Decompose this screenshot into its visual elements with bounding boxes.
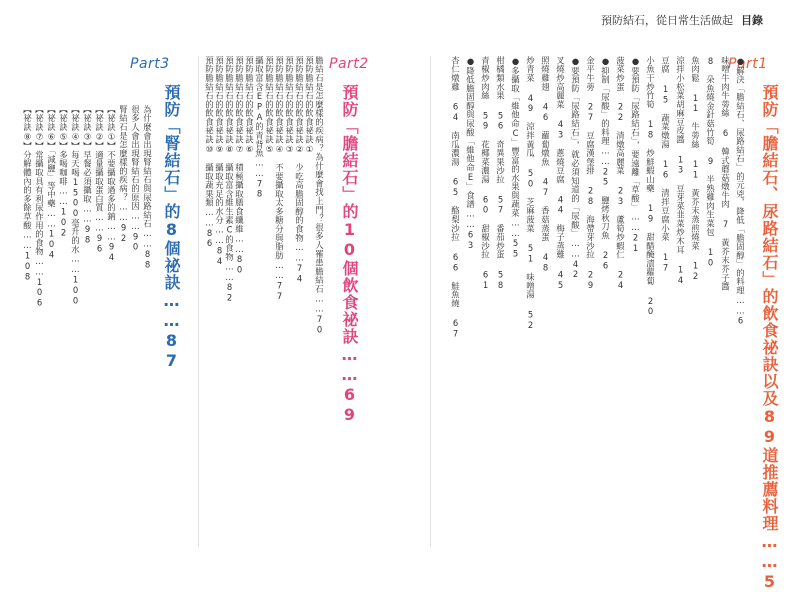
toc-entry[interactable]: ●降低膽固醇與尿酸「維他命E」食譜……63 xyxy=(465,56,476,251)
toc-entry[interactable]: ●解決「膽結石、尿路結石」的元兇，降低「膽固醇」的料理……6 xyxy=(735,56,746,327)
toc-entry[interactable]: 8 朵魚燒金針菇竹筍 9 半熟雞肉生菜包 10 xyxy=(705,56,716,268)
toc-entry[interactable]: 【祕訣②】適量攝取蛋白質……96 xyxy=(94,105,105,254)
toc-entry[interactable]: 很多人會出現腎結石的原因……90 xyxy=(130,105,141,253)
toc-entry[interactable]: 膽結石是怎麼樣的疾病？為什麼會找上門？很多人罹患膽結石……70 xyxy=(314,56,325,335)
book-title: 預防結石，從日常生活做起 xyxy=(601,14,733,27)
toc-entry[interactable]: ●多攝取「維他命C」豐富的水果與蔬菜……55 xyxy=(510,56,521,260)
toc-entry[interactable]: 【祕訣⑥】「減鹽」等中藥……104 xyxy=(46,105,57,260)
toc-entry[interactable]: 【祕訣⑧】分解體內的多餘草酸……108 xyxy=(22,105,33,282)
toc-entry[interactable]: 小魚干炒竹筍 18 炒鮮蝦山藥 19 甜醋醃漬蘿蔔 20 xyxy=(645,56,656,317)
toc-entry[interactable]: 預防膽結石的飲食祕訣④ 不要攝取太多糖分與脂肪……77 xyxy=(274,56,285,302)
toc-entry[interactable]: 預防膽結石的飲食祕訣① xyxy=(304,56,315,155)
divider-part1 xyxy=(430,56,431,547)
toc-entry[interactable]: ●要預防「尿路結石」，要遠離「草酸」……21 xyxy=(630,56,641,254)
toc-entry[interactable]: 柑橘類水果 56 奇異果沙拉 57 番茄炒蛋 58 xyxy=(495,56,506,291)
toc-entry[interactable]: 金平牛蒡 27 豆腐漢堡排 28 海帶芽沙拉 29 xyxy=(585,56,596,291)
toc-entry[interactable]: 魚肉鬆 11 牛蒡絲 11 黃芥末蒸煎燒菜 12 xyxy=(690,56,701,282)
toc-entry[interactable]: 預防膽結石的飲食祕訣⑤ xyxy=(264,56,275,155)
part2-title: 預防「膽結石」的10個飲食祕訣……69 xyxy=(340,84,359,425)
toc-entry[interactable]: 【祕訣⑦】常攝取具有利尿作用的食物……106 xyxy=(34,105,45,309)
toc-entry[interactable]: 【祕訣③】早餐必須攝取……98 xyxy=(82,105,93,245)
divider-part2 xyxy=(198,56,199,547)
toc-entry[interactable]: ●抑制「尿酸」的料理……25 鹽烤秋刀魚 26 xyxy=(600,56,611,272)
toc-entry[interactable]: 涼拌小松菜胡麻豆皮醬 13 豆芽菜韭菜炒木耳 14 xyxy=(675,56,686,286)
part1-label: Part1 xyxy=(728,56,768,72)
toc-entry[interactable]: 菠菜炒蛋 22 清燉高麗菜 23 蘆筍炒蝦仁 24 xyxy=(615,56,626,291)
toc-entry[interactable]: 豆腐 15 蔬菜燉湯 16 清拌豆腐小菜 17 xyxy=(660,56,671,273)
toc-entry[interactable]: 預防膽結石的飲食祕訣⑥ xyxy=(244,56,255,155)
toc-entry[interactable]: 炒青菜 49 涼拌黃瓜 50 芝麻菠菜 51 味噌湯 52 xyxy=(525,56,536,331)
toc-entry[interactable]: 預防膽結石的飲食祕訣② 少吃高膽固醇的食物……74 xyxy=(294,56,305,284)
part3-title: 預防「腎結石」的8個祕訣……87 xyxy=(162,84,181,371)
part3-label: Part3 xyxy=(130,56,170,72)
toc-entry[interactable]: 攝取富含EPA的青背魚……78 xyxy=(254,56,265,200)
toc-entry[interactable]: 青椒炒肉絲 59 花椰菜濃湯 60 甜椒沙拉 61 xyxy=(480,56,491,291)
running-header xyxy=(601,12,763,28)
toc-entry[interactable]: 預防膽結石的飲食祕訣⑩ 攝取蔬果類……86 xyxy=(204,56,215,249)
toc-entry[interactable]: 預防膽結石的飲食祕訣③ xyxy=(284,56,295,155)
toc-entry[interactable]: 杏仁燉雞 64 南瓜濃湯 65 酪梨沙拉 66 鮭魚燒 67 xyxy=(450,56,461,340)
toc-entry[interactable]: 預防膽結石的飲食祕訣⑦ 積極攝取膳食纖維……80 xyxy=(234,56,245,276)
toc-label: 目錄 xyxy=(741,14,763,27)
part1-title: 預防「膽結石、尿路結石」的飲食祕訣以及89道推薦料理……5 xyxy=(760,84,779,592)
toc-entry[interactable]: 【祕訣④】每天喝1500毫升的水……100 xyxy=(70,105,81,306)
toc-entry[interactable]: 腎結石是怎麼樣的疾病？……92 xyxy=(118,105,129,244)
toc-entry[interactable]: 預防膽結石的飲食祕訣⑨ 攝取充足的水分……84 xyxy=(214,56,225,267)
toc-entry[interactable]: ●要預防「尿路結石」，就必須知道的「尿酸」……42 xyxy=(570,56,581,280)
toc-entry[interactable]: 叉燒炒高麗菜 43 蔥燒豆腐 44 梅子蒸雞 45 xyxy=(555,56,566,291)
part2-label: Part2 xyxy=(329,56,369,72)
toc-entry[interactable]: 預防膽結石的飲食祕訣⑧ 攝取富含維生素C的食物……82 xyxy=(224,56,235,303)
toc-entry[interactable]: 【祕訣⑤】多喝咖啡……102 xyxy=(58,105,69,238)
toc-entry[interactable]: 【祕訣①】不要攝取過多的鈉……94 xyxy=(106,105,117,263)
toc-entry[interactable]: 味噌牛肉牛蒡絲 6 韓式蘑菇燉牛肉 7 黃芥末芥子醬 xyxy=(720,56,731,291)
toc-entry[interactable]: 為什麼會出現腎結石與尿路結石……88 xyxy=(142,105,153,270)
toc-entry[interactable]: 照燒雞翅 46 蘿蔔燉魚 47 香菇蒸蛋 48 xyxy=(540,56,551,273)
